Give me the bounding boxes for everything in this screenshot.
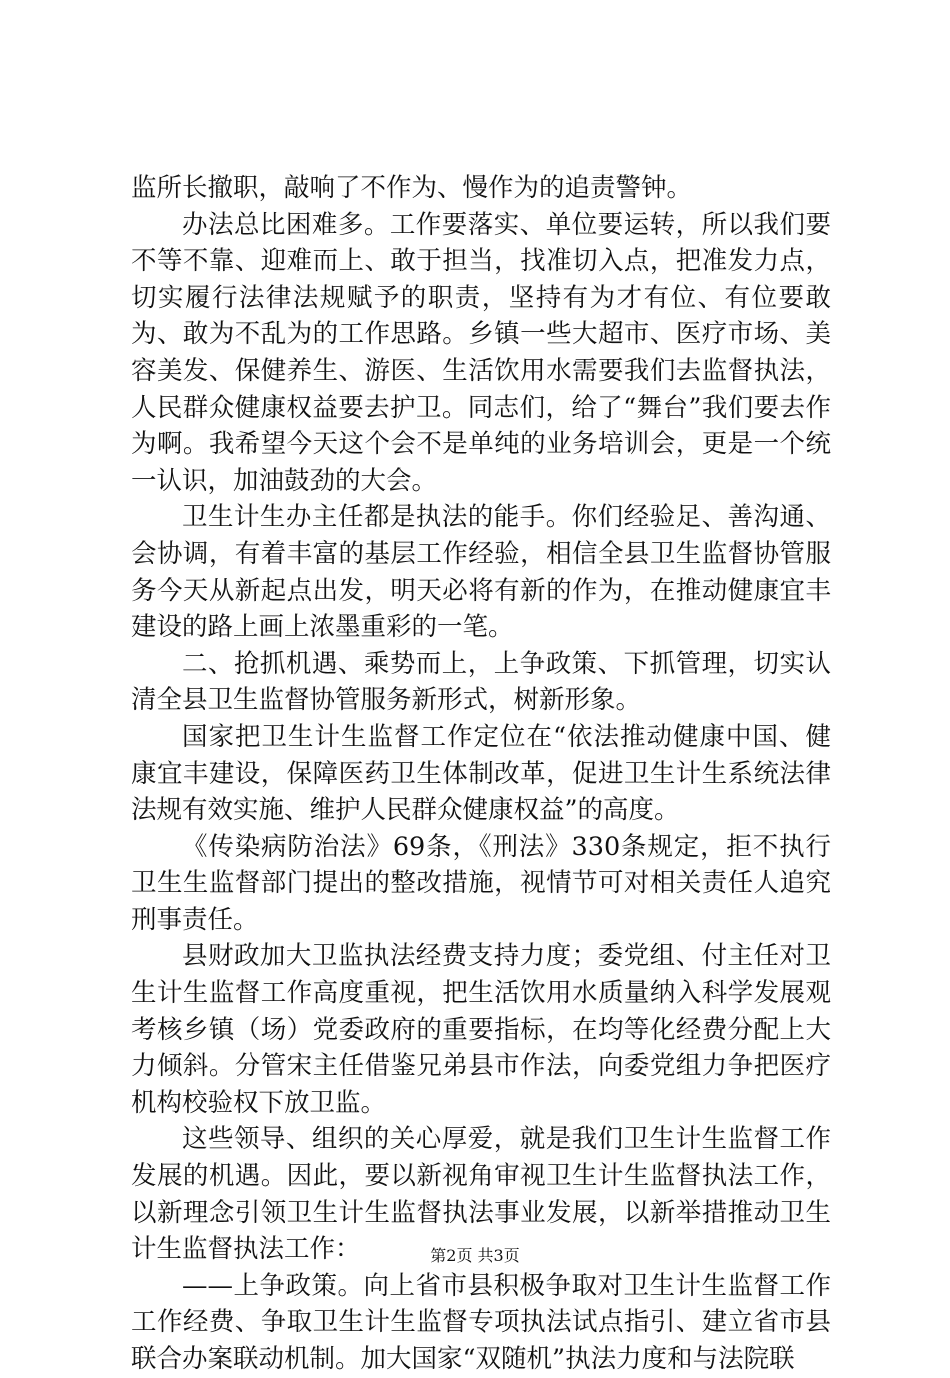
- paragraph-9: ——上争政策。向上省市县积极争取对卫生计生监督工作工作经费、争取卫生计生监督专项执法试点指引、建立省市县联合办案联动机制。加大国家“双随机”执法力度和与法院联: [131, 1270, 831, 1374]
- paragraph-6: 《传染病防治法》69条，《刑法》330条规定，拒不执行卫生生监督部门提出的整改措施，视情节可对相关责任人追究刑事责任。: [131, 831, 831, 935]
- page-number-footer: 第2页 共3页: [430, 1246, 520, 1265]
- paragraph-8: 这些领导、组织的关心厚爱，就是我们卫生计生监督工作发展的机遇。因此，要以新视角审视卫生计生监督执法工作，以新理念引领卫生计生监督执法事业发展，以新举措推动卫生计生监督执法工作：: [131, 1124, 831, 1265]
- paragraph-3: 卫生计生办主任都是执法的能手。你们经验足、善沟通、会协调，有着丰富的基层工作经验，相信全县卫生监督协管服务今天从新起点出发，明天必将有新的作为，在推动健康宜丰建设的路上画上浓墨重彩的一笔。: [131, 502, 831, 643]
- paragraph-1: 监所长撤职，敲响了不作为、慢作为的追责警钟。: [131, 173, 693, 203]
- document-body: [131, 170, 831, 1378]
- paragraph-5: 国家把卫生计生监督工作定位在“依法推动健康中国、健康宜丰建设，保障医药卫生体制改革，促进卫生计生系统法律法规有效实施、维护人民群众健康权益”的高度。: [131, 721, 831, 826]
- paragraph-2: 办法总比困难多。工作要落实、单位要运转，所以我们要不等不靠、迎难而上、敢于担当，找准切入点，把准发力点，切实履行法律法规赋予的职责，坚持有为才有位、有位要敢为、敢为不乱为的工作思路。乡镇一些大超市、医疗市场、美容美发、保健养生、游医、生活饮用水需要我们去监督执法，人民群众健康权益要去护卫。同志们，给了“舞台”我们要去作为啊。我希望今天这个会不是单纯的业务培训会，更是一个统一认识，加油鼓劲的大会。: [131, 209, 831, 496]
- paragraph-4-section-heading: 二、抢抓机遇、乘势而上，上争政策、下抓管理，切实认清全县卫生监督协管服务新形式，树新形象。: [131, 648, 831, 716]
- paragraph-7: 县财政加大卫监执法经费支持力度；委党组、付主任对卫生计生监督工作高度重视，把生活饮用水质量纳入科学发展观考核乡镇（场）党委政府的重要指标，在均等化经费分配上大力倾斜。分管宋主任借鉴兄弟县市作法，向委党组力争把医疗机构校验权下放卫监。: [131, 941, 831, 1118]
